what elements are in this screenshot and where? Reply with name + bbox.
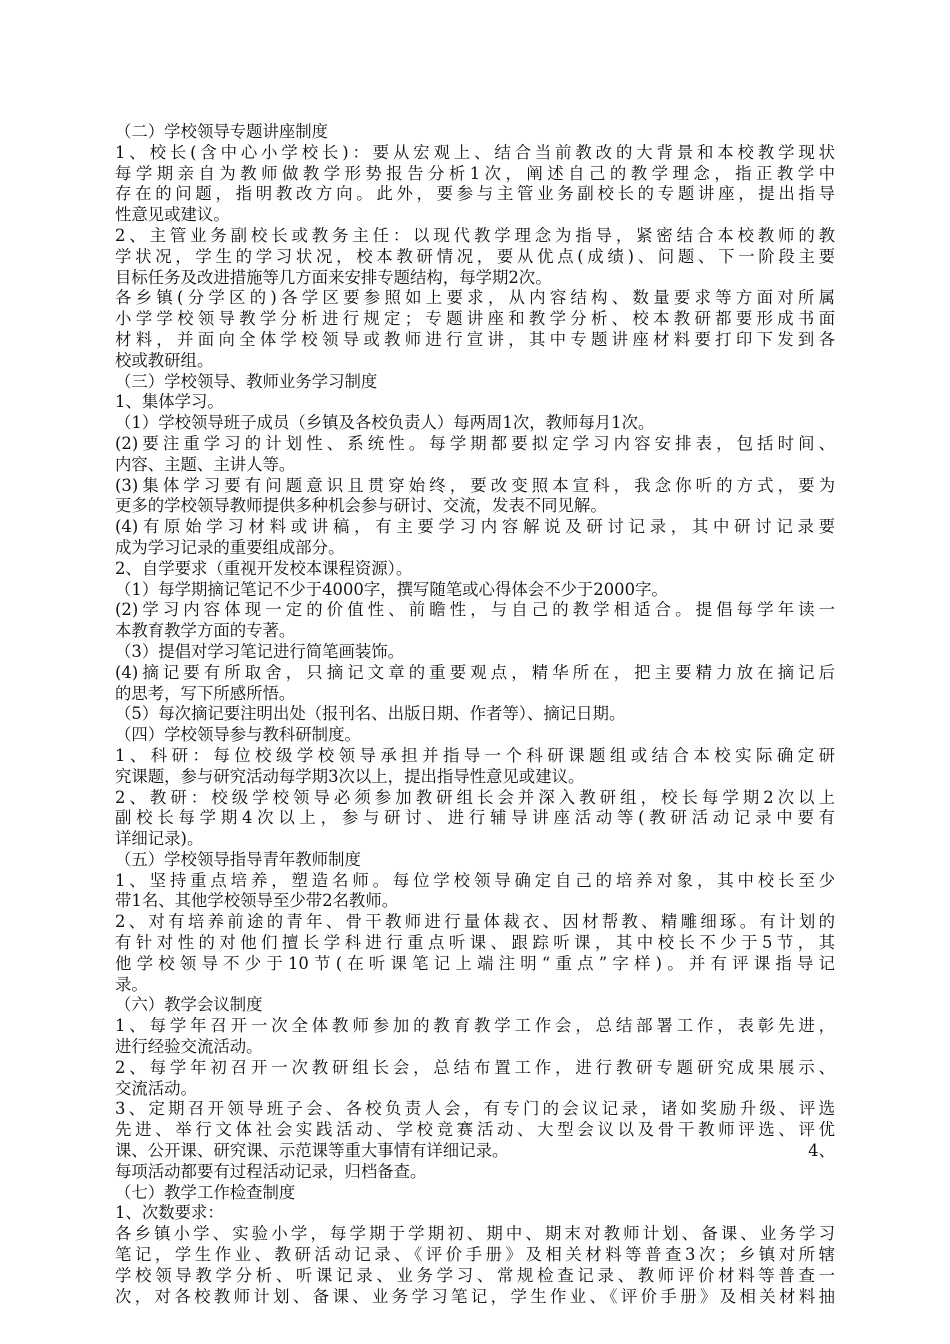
text-line: 进行经验交流活动。 [115,1037,263,1057]
text-line: 次，对各校教师计划、备课、业务学习笔记，学生作业、《评价手册》及相关材料抽 [115,1286,835,1306]
text-line: 成为学习记录的重要组成部分。 [115,537,345,557]
text-line: 2、自学要求（重视开发校本课程资源）。 [115,558,413,578]
text-line: （七）教学工作检查制度 [115,1182,296,1202]
text-line: 2、对有培养前途的青年、骨干教师进行量体裁衣、因材帮教、精雕细琢。有计划的 [115,912,835,932]
text-line: 1、集体学习。 [115,392,224,412]
text-line-tail: 4、 [808,1141,835,1161]
text-line: 1、科研：每位校级学校领导承担并指导一个科研课题组或结合本校实际确定研 [115,745,835,765]
text-line: 学校领导教学分析、听课记录、业务学习、常规检查记录、教师评价材料等普查一 [115,1265,835,1285]
text-line: 小学学校领导教学分析进行规定；专题讲座和教学分析、校本教研都要形成书面 [115,309,835,329]
text-line: 各乡镇(分学区的)各学区要参照如上要求，从内容结构、数量要求等方面对所属 [115,288,835,308]
text-line: 副校长每学期4次以上，参与研讨、进行辅导讲座活动等(教研活动记录中要有 [115,808,835,828]
text-line: 的思考，写下所感所悟。 [115,683,296,703]
text-line: （1）学校领导班子成员（乡镇及各校负责人）每两周1次，教师每月1次。 [115,413,655,433]
text-line: （二）学校领导专题讲座制度 [115,122,329,141]
text-line: 带1名、其他学校领导至少带2名教师。 [115,891,399,911]
text-line: 1、坚持重点培养，塑造名师。每位学校领导确定自己的培养对象，其中校长至少 [115,870,835,890]
text-line: (2)学习内容体现一定的价值性、前瞻性，与自己的教学相适合。提倡每学年读一 [115,600,835,620]
text-line: 2、主管业务副校长或教务主任：以现代教学理念为指导，紧密结合本校教师的教 [115,225,835,245]
text-line: 校或教研组。 [115,350,214,370]
text-line: 1、校长(含中心小学校长)：要从宏观上、结合当前教改的大背景和本校教学现状 [115,142,835,162]
text-line: 存在的问题，指明教改方向。此外，要参与主管业务副校长的专题讲座，提出指导 [115,184,835,204]
text-line: 内容、主题、主讲人等。 [115,454,296,474]
text-line: 2、教研：校级学校领导必须参加教研组长会并深入教研组，校长每学期2次以上 [115,787,835,807]
text-line: 1、次数要求： [115,1203,224,1223]
document-page [115,122,835,1307]
text-line-main: 课、公开课、研究课、示范课等重大事情有详细记录。 [115,1141,509,1161]
text-line: 材料，并面向全体学校领导或教师进行宣讲，其中专题讲座材料要打印下发到各 [115,329,835,349]
text-line: (3)集体学习要有问题意识且贯穿始终，要改变照本宣科，我念你听的方式，要为 [115,475,835,495]
text-line: 性意见或建议。 [115,205,230,225]
text-line: 学状况，学生的学习状况，校本教研情况，要从优点(成绩)、问题、下一阶段主要 [115,246,835,266]
text-line: （六）教学会议制度 [115,995,263,1015]
text-line: （3）提倡对学习笔记进行简笔画装饰。 [115,641,405,661]
text-line: 交流活动。 [115,1078,197,1098]
text-line: （五）学校领导指导青年教师制度 [115,849,361,869]
text-line: 1、每学年召开一次全体教师参加的教育教学工作会，总结部署工作，表彰先进， [115,1016,835,1036]
text-line: 先进、举行文体社会实践活动、学校竞赛活动、大型会议以及骨干教师评选、评优 [115,1120,835,1140]
text-line: (4)摘记要有所取舍，只摘记文章的重要观点，精华所在，把主要精力放在摘记后 [115,662,835,682]
text-line: 每项活动都要有过程活动记录，归档备查。 [115,1161,427,1181]
text-line: 3、定期召开领导班子会、各校负责人会，有专门的会议记录，诸如奖励升级、评选 [115,1099,835,1119]
text-line: 详细记录)。 [115,829,204,849]
text-line: (2)要注重学习的计划性、系统性。每学期都要拟定学习内容安排表，包括时间、 [115,433,835,453]
text-line: 他学校领导不少于10节(在听课笔记上端注明“重点”字样)。并有评课指导记 [115,953,835,973]
text-line: 更多的学校领导教师提供多种机会参与研讨、交流，发表不同见解。 [115,496,607,516]
text-line: 每学期亲自为教师做教学形势报告分析1次，阐述自己的教学理念，指正教学中 [115,163,835,183]
text-line: （1）每学期摘记笔记不少于4000字，撰写随笔或心得体会不少于2000字。 [115,579,668,599]
text-line: 有针对性的对他们擅长学科进行重点听课、跟踪听课，其中校长不少于5节，其 [115,933,835,953]
text-line: 目标任务及改进措施等几方面来安排专题结构，每学期2次。 [115,267,552,287]
text-line: 2、每学年初召开一次教研组长会，总结布置工作，进行教研专题研究成果展示、 [115,1057,835,1077]
text-line: （5）每次摘记要注明出处（报刊名、出版日期、作者等）、摘记日期。 [115,704,626,724]
text-line: 本教育教学方面的专著。 [115,621,296,641]
text-line: (4)有原始学习材料或讲稿，有主要学习内容解说及研讨记录，其中研讨记录要 [115,517,835,537]
text-line: 各乡镇小学、实验小学，每学期于学期初、期中、期末对教师计划、备课、业务学习 [115,1224,835,1244]
text-line: 笔记，学生作业、教研活动记录、《评价手册》及相关材料等普查3次；乡镇对所辖 [115,1245,835,1265]
text-line: 录。 [115,974,148,994]
text-line: （三）学校领导、教师业务学习制度 [115,371,378,391]
text-line: 究课题，参与研究活动每学期3次以上，提出指导性意见或建议。 [115,766,585,786]
text-line: （四）学校领导参与教科研制度。 [115,725,361,745]
text-line [115,1141,835,1162]
